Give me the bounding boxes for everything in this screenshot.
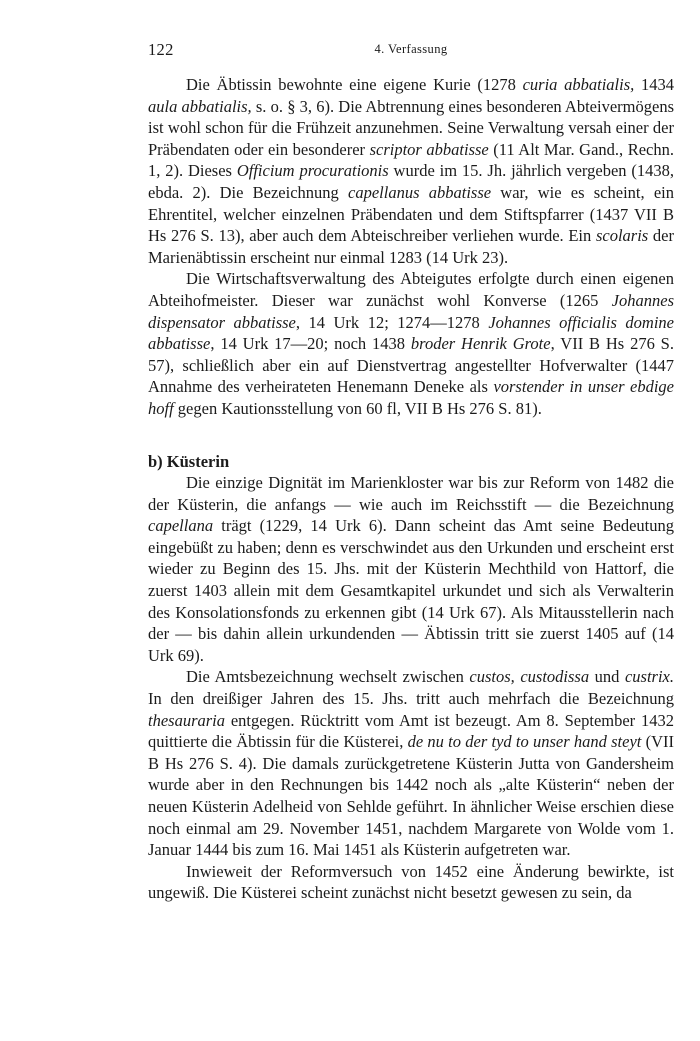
text-run: Die Äbtissin bewohnte eine eigene Kurie (1278 <box>186 75 523 94</box>
italic-term: scolaris <box>595 226 649 246</box>
paragraph-office-titles <box>148 666 674 860</box>
text-run: s. o. § 3, 6). Die Abtrennung eines besonderen Abteivermögens ist wohl schon für die Frühzeit anzunehmen. Seine Verwaltung versah einer der Präbendaten oder ein besonderer <box>148 96 674 159</box>
text-run: , 14 Urk 12; 1274—1278 <box>295 312 489 332</box>
italic-term: de nu to der tyd to unser hand steyt <box>407 732 642 752</box>
italic-term: Officium procurationis <box>236 161 389 181</box>
italic-term: broder Henrik Grote <box>410 334 551 354</box>
text-run: , 14 Urk 17—20; noch 1438 <box>210 334 411 354</box>
text-run: war, wie es scheint, ein Ehrentitel, welcher einzelnen Präbendaten und dem Stiftspfarrer (1437 VII B Hs 276 S. 13), aber auch dem Abteischreiber verliehen wurde. Ein <box>148 182 674 246</box>
paragraph-abbess-household <box>148 74 674 268</box>
text-run: gegen Kautionsstellung von 60 fl, VII B Hs 276 S. 81). <box>173 398 542 418</box>
text-run: Die Wirtschaftsverwaltung des Abteigutes erfolgte durch einen eigenen Abteihofmeister. Dieser war zunächst wohl Konverse (1265 <box>148 269 674 310</box>
italic-term: custrix. <box>624 667 674 687</box>
running-head: 4. Verfassung <box>374 42 448 56</box>
page-number: 122 <box>148 40 174 59</box>
text-run: Die einzige Dignität im Marienkloster war bis zur Reform von 1482 die der Küsterin, die anfangs — wie auch im Reichsstift — die Bezeichnung <box>148 473 674 514</box>
paragraph-estate-administration <box>148 268 674 419</box>
text-run: 1434 <box>634 75 674 94</box>
paragraph-reform-attempt <box>148 861 674 904</box>
text-run: Die Amtsbezeichnung wechselt zwischen <box>186 667 470 687</box>
text-run: trägt (1229, 14 Urk 6). Dann scheint das Amt seine Bedeutung eingebüßt zu haben; denn es verschwindet aus den Urkunden und erscheint erst wieder zu Beginn des 15. Jhs. mit der Küsterin Mechthild von Hattorf, die zuerst 1403 allein mit dem Gesamtkapitel urkundet und sich als Verwalterin des Konsolationsfonds zu erkennen gibt (14 Urk 67). Als Mitausstellerin nach der — bis dahin allein urkundenden — Äbtissin tritt sie zuerst 1405 auf (14 Urk 69). <box>148 516 674 665</box>
text-run: , VII B Hs 276 S. 57), schließlich aber ein auf Dienstvertrag angestellter Hofverwalter (1447 Annahme des verheirateten Henemann Deneke als <box>148 334 674 397</box>
text-run: der Marienäbtissin erscheint nur einmal 1283 (14 Urk 23). <box>148 226 674 267</box>
text-run: (VII B Hs 276 S. 4). Die damals zurückgetretene Küsterin Jutta von Gandersheim wurde aber in den Rechnungen bis 1442 noch als „alte Küsterin“ neben der neuen Küsterin Adelheid von Sehlde geführt. In ähnlicher Weise erschien diese noch einmal am 29. November 1451, nachdem Margarete von Wolde vom 1. Januar 1444 bis zum 16. Mai 1451 als Küsterin aufgetreten war. <box>148 732 675 860</box>
page-header <box>148 40 674 62</box>
italic-term: vorstender in unser ebdige hoff <box>148 377 674 418</box>
paragraph-kuesterin-dignity <box>148 472 674 666</box>
text-run: Inwieweit der Reformversuch von 1452 eine Änderung bewirkte, ist ungewiß. Die Küsterei scheint zunächst nicht besetzt gewesen zu sein, da <box>148 861 674 903</box>
italic-term: custos, custodissa <box>469 667 590 687</box>
italic-term: aula abbatialis, <box>148 96 252 116</box>
italic-term: thesauraria <box>148 710 226 730</box>
body-text <box>148 74 674 904</box>
italic-term: curia abbatialis, <box>522 75 635 94</box>
italic-term: Johannes officialis domine abbatisse <box>148 312 674 354</box>
text-run: (11 Alt Mar. Gand., Rechn. 1, 2). Dieses <box>148 139 674 181</box>
italic-term: scriptor abbatisse <box>369 139 489 159</box>
text-run: wurde im 15. Jh. jährlich vergeben (1438, ebda. 2). Die Bezeichnung <box>148 161 674 202</box>
text-run: In den dreißiger Jahren des 15. Jhs. tritt auch mehrfach die Bezeichnung <box>148 689 674 709</box>
italic-term: capellanus abbatisse <box>348 182 492 202</box>
text-run: und <box>589 667 625 687</box>
text-run: entgegen. Rücktritt vom Amt ist bezeugt. Am 8. September 1432 quittierte die Äbtissin für die Küsterei, <box>148 710 674 752</box>
italic-term: Johannes dispensator abbatisse <box>148 290 674 332</box>
italic-term: capellana <box>148 516 214 536</box>
section-heading-kuesterin: b) Küsterin <box>148 451 230 471</box>
